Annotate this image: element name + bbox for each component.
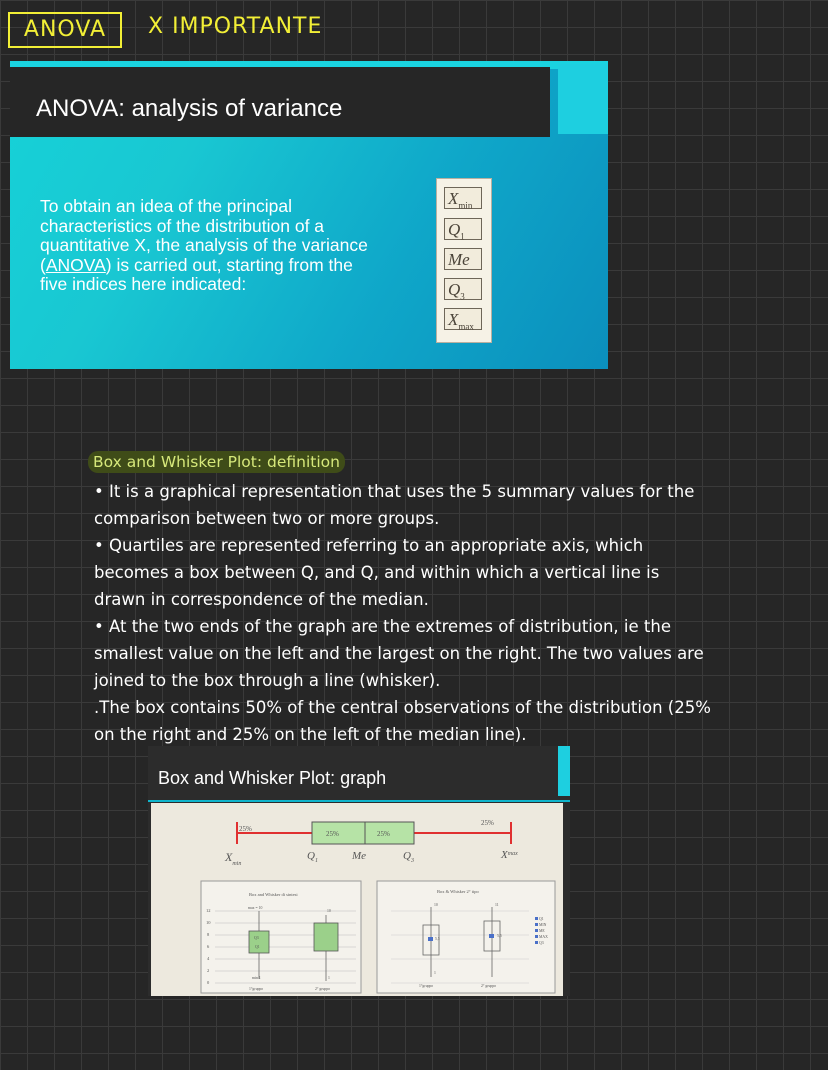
slide-body-text — [40, 197, 380, 295]
y-tick-label: 0 — [207, 980, 210, 985]
legend-entry: MIN — [539, 923, 547, 927]
label-median: Me — [352, 850, 367, 862]
left-box-group1 — [249, 931, 269, 953]
left-box-group2 — [314, 923, 338, 951]
slide-box-whisker-graph — [148, 746, 570, 996]
point-label: 10 — [327, 909, 331, 913]
point-label: 5,5 — [435, 937, 440, 941]
point-label: Q3 — [254, 936, 259, 940]
x-group-label: 2° gruppo — [315, 987, 331, 991]
body-text-end: ) is carried out, starting from the five indices here indicated: — [40, 254, 353, 294]
x-group-label: 1°gruppo — [249, 987, 264, 991]
slide-title: Box and Whisker Plot: graph — [158, 768, 387, 788]
point-label: 11 — [495, 903, 499, 907]
five-indices-box — [436, 178, 492, 343]
point-label: 1 — [434, 971, 436, 975]
pct-label: 25% — [377, 830, 390, 838]
slide-title: ANOVA: analysis of variance — [36, 95, 343, 122]
index-q3: $Q_3$ — [444, 278, 482, 300]
y-tick-label: 2 — [207, 968, 210, 973]
point-label: Q1 — [255, 945, 260, 949]
x-group-label: 1°gruppo — [419, 984, 434, 988]
y-tick-label: 10 — [206, 920, 211, 925]
definition-body — [94, 478, 714, 748]
right-median-marker — [489, 934, 494, 938]
label-q1: $Q_1$ — [307, 850, 318, 864]
box-whisker-illustration — [151, 803, 563, 996]
legend-entry: Q1 — [539, 917, 544, 921]
y-tick-label: 6 — [207, 944, 210, 949]
handwritten-note: X IMPORTANTE — [148, 14, 323, 39]
left-chart-title: Box and Whisker di sintesi — [249, 892, 298, 897]
right-median-marker — [428, 937, 433, 941]
slide-accent-block — [558, 64, 608, 134]
body-text-start: To obtain an idea of the principal characteristics of the distribution of a quantitative X, the analysis of the variance ( — [40, 196, 368, 275]
pct-label: 25% — [239, 825, 252, 833]
pct-label: 25% — [481, 819, 494, 827]
definition-paragraph: • Quartiles are represented referring to an appropriate axis, which becomes a box between Q, and Q, and within which a vertical line is drawn in correspondence of the median. — [94, 536, 660, 609]
point-label: 5,5 — [497, 934, 502, 938]
definition-paragraph: • It is a graphical representation that uses the 5 summary values for the comparison between two or more groups. — [94, 482, 695, 528]
handwritten-tag: ANOVA — [8, 12, 122, 48]
label-q3: $Q_3$ — [403, 850, 414, 864]
right-chart-title: Box & Whisker 2° tipo — [437, 889, 479, 894]
index-xmin: $X_{min}$ — [444, 187, 482, 209]
graph-image — [151, 803, 563, 996]
definition-paragraph: • At the two ends of the graph are the extremes of distribution, ie the smallest value on the left and the largest on the right. The two values are joined to the box through a line (whisker). — [94, 617, 704, 690]
legend-entry: ME — [539, 929, 545, 933]
point-label: max = 10 — [248, 906, 263, 910]
y-tick-label: 4 — [207, 956, 210, 961]
point-label: min 1 — [252, 976, 261, 980]
definition-title: Box and Whisker Plot: definition — [88, 451, 345, 473]
slide-anova — [10, 61, 608, 369]
x-group-label: 2° gruppo — [481, 984, 497, 988]
anova-link: ANOVA — [45, 254, 106, 275]
label-xmax: $X^{max}$ — [501, 849, 518, 861]
y-tick-label: 12 — [206, 908, 211, 913]
slide-accent-block — [558, 746, 570, 796]
point-label: 1 — [328, 976, 330, 980]
right-chart-frame — [377, 881, 555, 993]
y-tick-label: 8 — [207, 932, 210, 937]
legend-entry: MAX — [539, 935, 548, 939]
label-xmin: $X_{min}$ — [225, 850, 242, 867]
index-q1: $Q_1$ — [444, 218, 482, 240]
definition-paragraph: .The box contains 50% of the central observations of the distribution (25% on the right and 25% on the left of the median line). — [94, 698, 711, 744]
legend-entry: Q3 — [539, 941, 544, 945]
index-xmax: $X_{max}$ — [444, 308, 482, 330]
point-label: 10 — [434, 903, 438, 907]
index-median: Me — [444, 248, 482, 270]
pct-label: 25% — [326, 830, 339, 838]
slide-divider — [148, 800, 570, 802]
slide-title-bar — [10, 67, 550, 137]
